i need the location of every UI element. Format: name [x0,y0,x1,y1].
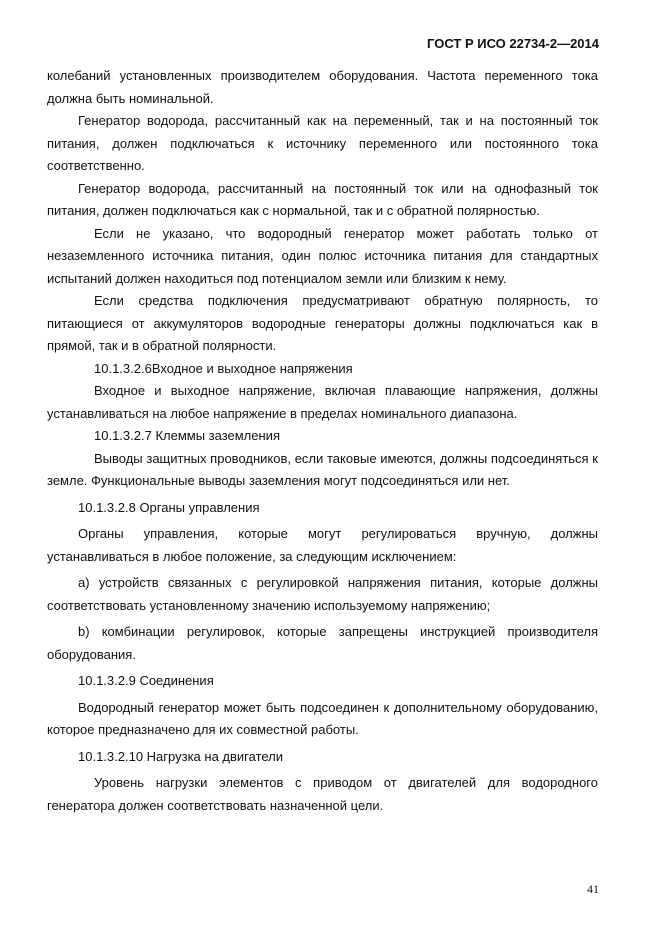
section-heading-ground-terminals: 10.1.3.2.7 Клеммы заземления [94,428,280,443]
paragraph-connections: Водородный генератор может быть подсоединен к дополнительному оборудованию, которое предназначено для их совместной работы. [47,699,598,737]
section-heading-voltages: 10.1.3.2.6Входное и выходное напряжения [94,360,353,376]
paragraph-ground-potential: Если не указано, что водородный генератор может работать только от незаземленного источника питания, один полюс источника питания для стандартных испытаний должен находиться под потенциалом земли или близким к нему. [47,225,598,286]
section-heading-controls: 10.1.3.2.8 Органы управления [78,499,260,515]
paragraph-voltages: Входное и выходное напряжение, включая плавающие напряжения, должны устанавливаться на любое напряжение в пределах номинального диапазона. [47,383,598,421]
paragraph-motor-load: Уровень нагрузки элементов с приводом от двигателей для водородного генератора должен соответствовать назначенной цели. [47,775,598,813]
paragraph-controls: Органы управления, которые могут регулироваться вручную, должны устанавливаться в любое положение, за следующим исключением: [47,526,598,564]
page-number: 41 [587,882,599,896]
paragraph-ac-dc: Генератор водорода, рассчитанный как на переменный, так и на постоянный ток питания, должен подключаться к источнику переменного или постоянного тока соответственно. [47,113,598,173]
list-item-b: b) комбинации регулировок, которые запрещены инструкцией производителя оборудования. [47,624,598,662]
section-heading-motor-load: 10.1.3.2.10 Нагрузка на двигатели [78,748,284,764]
section-heading-connections: 10.1.3.2.9 Соединения [78,673,214,688]
paragraph-continuation: колебаний установленных производителем оборудования. Частота переменного тока должна быть номинальной. [47,68,598,106]
document-header: ГОСТ Р ИСО 22734-2—2014 [427,36,599,51]
paragraph-ground-terminals: Выводы защитных проводников, если таковые имеются, должны подсоединяться к земле. Функциональные выводы заземления могут подсоединяться или нет. [47,450,598,488]
list-item-a: а) устройств связанных с регулировкой напряжения питания, которые должны соответствовать установленному значению используемому напряжению; [47,575,598,613]
document-body [47,65,598,817]
paragraph-reverse-polarity: Если средства подключения предусматривают обратную полярность, то питающиеся от аккумуляторов водородные генераторы должны подключаться как в прямой, так и в обратной полярности. [47,293,598,353]
paragraph-polarity: Генератор водорода, рассчитанный на постоянный ток или на однофазный ток питания, должен подключаться как с нормальной, так и с обратной полярностью. [47,180,598,218]
